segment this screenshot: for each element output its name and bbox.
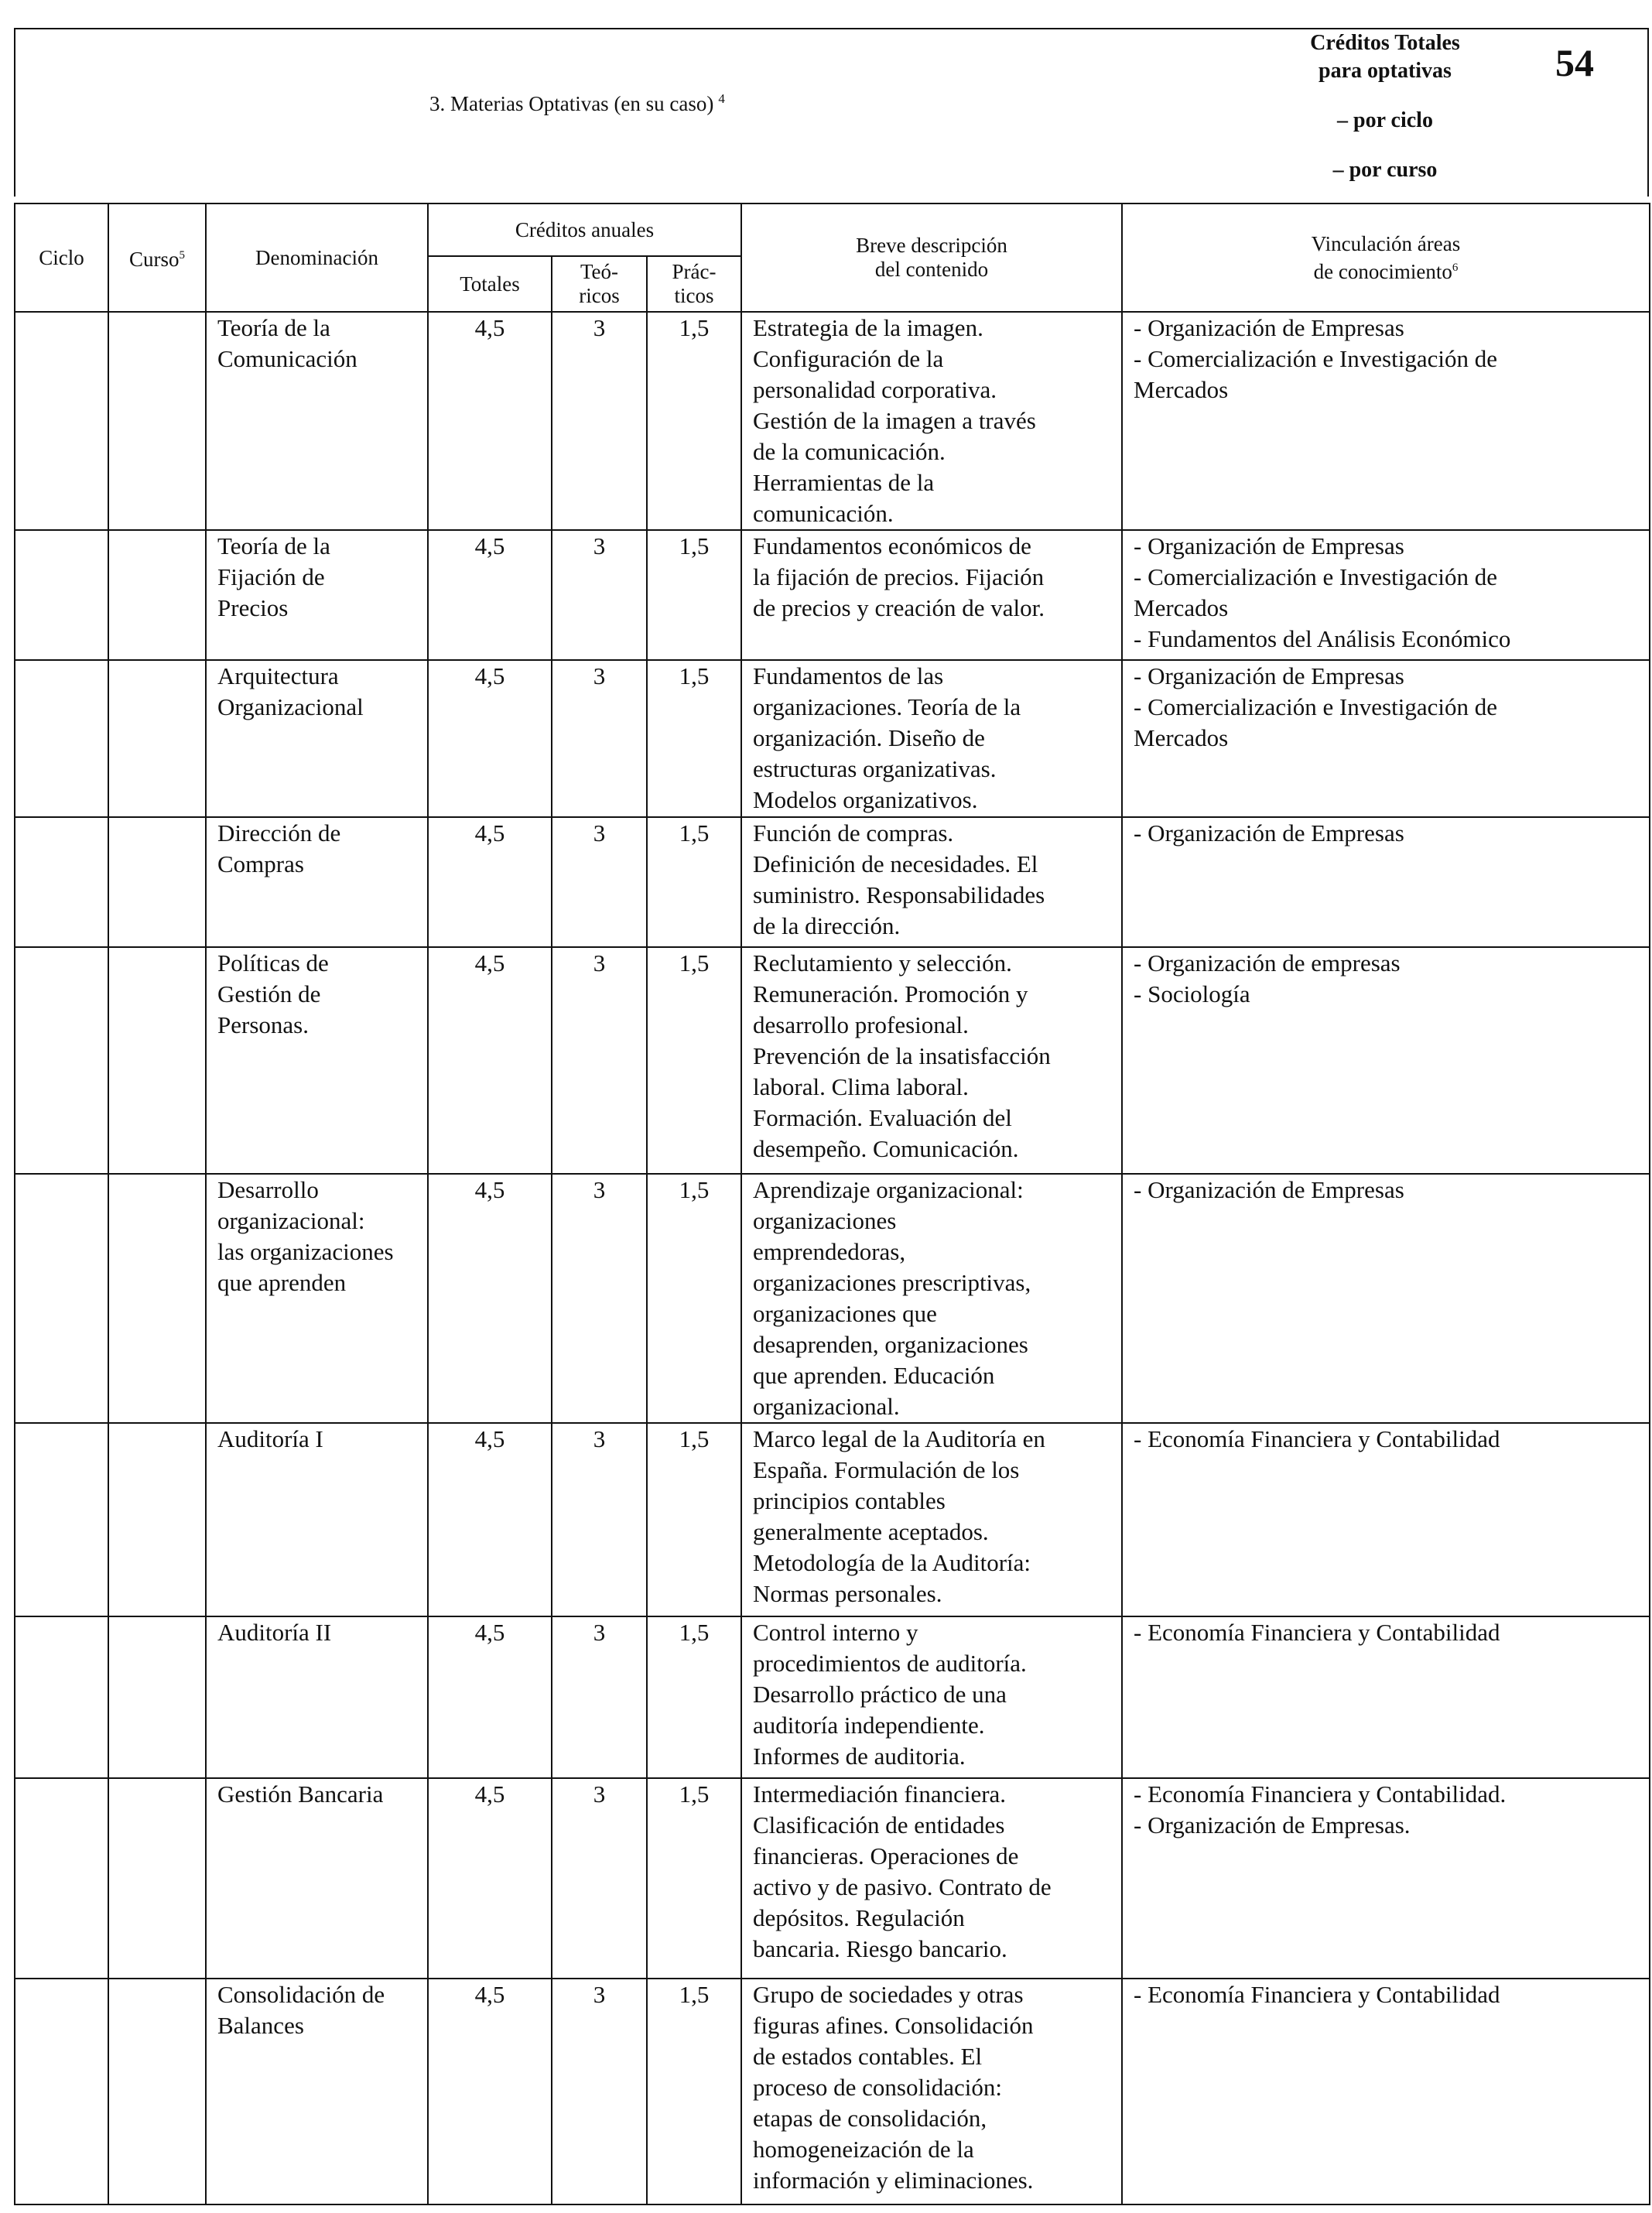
teoricos-cell: 3 — [552, 1778, 647, 1979]
description-line: proceso de consolidación: — [753, 2074, 1002, 2101]
subject-name-line: Fijación de — [217, 563, 325, 590]
table-body — [15, 312, 1650, 2204]
credits-title-line-2: para optativas — [1319, 59, 1452, 83]
practicos-cell: 1,5 — [647, 1616, 741, 1778]
page-heading — [429, 91, 725, 116]
curso-cell — [108, 1979, 206, 2204]
areas-cell — [1122, 1174, 1650, 1423]
subject-name-line: Consolidación de — [217, 1981, 385, 2008]
subject-name-cell — [206, 1979, 428, 2204]
totales-cell: 4,5 — [428, 530, 552, 660]
table-row — [15, 530, 1650, 660]
description-line: Estrategia de la imagen. — [753, 314, 983, 341]
totales-cell: 4,5 — [428, 1778, 552, 1979]
description-line: de precios y creación de valor. — [753, 594, 1045, 621]
description-line: bancaria. Riesgo bancario. — [753, 1935, 1007, 1962]
ciclo-cell — [15, 1778, 108, 1979]
teoricos-cell: 3 — [552, 1423, 647, 1616]
description-line: generalmente aceptados. — [753, 1518, 989, 1545]
description-line: auditoría independiente. — [753, 1712, 985, 1739]
subject-name-line: las organizaciones — [217, 1238, 394, 1265]
col-header-denominacion: Denominación — [206, 204, 428, 312]
description-line: la fijación de precios. Fijación — [753, 563, 1045, 590]
table-row — [15, 1616, 1650, 1778]
description-line: desempeño. Comunicación. — [753, 1135, 1019, 1162]
practicos-cell: 1,5 — [647, 1778, 741, 1979]
subject-name-line: Dirección de — [217, 819, 341, 847]
description-cell — [741, 1979, 1122, 2204]
col-header-teoricos-line-2: ricos — [579, 284, 620, 307]
description-line: personalidad corporativa. — [753, 376, 997, 403]
area-line: - Organización de Empresas — [1134, 819, 1404, 847]
ciclo-cell — [15, 660, 108, 817]
totales-cell: 4,5 — [428, 947, 552, 1174]
credits-per-ciclo: – por ciclo — [1337, 108, 1433, 132]
subject-name-cell — [206, 530, 428, 660]
subject-name-line: Balances — [217, 2012, 304, 2039]
curso-cell — [108, 947, 206, 1174]
description-cell — [741, 660, 1122, 817]
description-line: laboral. Clima laboral. — [753, 1073, 969, 1100]
credits-per-curso: – por curso — [1332, 158, 1438, 182]
description-cell — [741, 1423, 1122, 1616]
col-header-curso — [108, 204, 206, 312]
vinculacion-footnote-mark: 6 — [1452, 261, 1459, 274]
description-line: organizaciones prescriptivas, — [753, 1269, 1031, 1296]
credits-title — [1284, 29, 1486, 85]
curso-cell — [108, 817, 206, 947]
description-line: Informes de auditoria. — [753, 1743, 966, 1770]
area-line: Mercados — [1134, 376, 1229, 403]
totales-cell: 4,5 — [428, 1616, 552, 1778]
area-line: - Organización de empresas — [1134, 949, 1401, 977]
subject-name-line: organizacional: — [217, 1207, 365, 1234]
description-line: Fundamentos de las — [753, 662, 944, 689]
subject-name-cell — [206, 1616, 428, 1778]
subject-name-line: Gestión de — [217, 980, 321, 1007]
area-line: - Organización de Empresas — [1134, 532, 1404, 559]
description-line: figuras afines. Consolidación — [753, 2012, 1034, 2039]
areas-cell — [1122, 1616, 1650, 1778]
col-header-vinculacion — [1122, 204, 1650, 312]
teoricos-cell: 3 — [552, 312, 647, 530]
ciclo-cell — [15, 312, 108, 530]
description-cell — [741, 1174, 1122, 1423]
description-line: depósitos. Regulación — [753, 1904, 965, 1931]
practicos-cell: 1,5 — [647, 947, 741, 1174]
area-line: - Organización de Empresas — [1134, 662, 1404, 689]
areas-cell — [1122, 1423, 1650, 1616]
area-line: - Comercialización e Investigación de — [1134, 693, 1497, 720]
description-line: Función de compras. — [753, 819, 954, 847]
description-line: suministro. Responsabilidades — [753, 881, 1045, 908]
description-line: organizaciones. Teoría de la — [753, 693, 1021, 720]
curso-cell — [108, 312, 206, 530]
credits-title-line-1: Créditos Totales — [1310, 31, 1460, 55]
description-line: de la dirección. — [753, 912, 901, 939]
col-header-descripcion-line-2: del contenido — [874, 258, 989, 281]
areas-cell — [1122, 530, 1650, 660]
teoricos-cell: 3 — [552, 817, 647, 947]
col-header-descripcion — [741, 204, 1122, 312]
totales-cell: 4,5 — [428, 1423, 552, 1616]
description-line: Metodología de la Auditoría: — [753, 1549, 1031, 1576]
subject-name-line: que aprenden — [217, 1269, 347, 1296]
curso-cell — [108, 1174, 206, 1423]
description-line: de estados contables. El — [753, 2043, 983, 2070]
description-line: procedimientos de auditoría. — [753, 1650, 1027, 1677]
description-line: Intermediación financiera. — [753, 1780, 1007, 1808]
col-header-curso-text: Curso — [128, 248, 180, 271]
col-header-teoricos — [552, 256, 647, 312]
areas-cell — [1122, 817, 1650, 947]
table-row — [15, 660, 1650, 817]
description-line: principios contables — [753, 1487, 946, 1514]
table-row — [15, 1174, 1650, 1423]
subject-name-line: Precios — [217, 594, 289, 621]
totales-cell: 4,5 — [428, 660, 552, 817]
curso-cell — [108, 1616, 206, 1778]
area-line: - Sociología — [1134, 980, 1250, 1007]
description-line: activo y de pasivo. Contrato de — [753, 1873, 1052, 1900]
description-line: Marco legal de la Auditoría en — [753, 1425, 1045, 1452]
ciclo-cell — [15, 947, 108, 1174]
area-line: Mercados — [1134, 594, 1229, 621]
description-line: Reclutamiento y selección. — [753, 949, 1012, 977]
practicos-cell: 1,5 — [647, 530, 741, 660]
description-line: desaprenden, organizaciones — [753, 1331, 1028, 1358]
subject-name-cell — [206, 1423, 428, 1616]
description-line: desarrollo profesional. — [753, 1011, 969, 1038]
page-heading-text: 3. Materias Optativas (en su caso) — [429, 92, 714, 115]
description-line: estructuras organizativas. — [753, 755, 997, 782]
curso-cell — [108, 1423, 206, 1616]
description-line: Configuración de la — [753, 345, 944, 372]
subject-name-line: Auditoría II — [217, 1619, 332, 1646]
description-line: Modelos organizativos. — [753, 786, 978, 813]
curso-cell — [108, 1778, 206, 1979]
areas-cell — [1122, 947, 1650, 1174]
optional-subjects-table — [14, 203, 1650, 2205]
area-line: - Organización de Empresas. — [1134, 1811, 1411, 1838]
description-line: comunicación. — [753, 500, 894, 527]
description-cell — [741, 947, 1122, 1174]
subject-name-line: Políticas de — [217, 949, 329, 977]
description-line: España. Formulación de los — [753, 1456, 1020, 1483]
area-line: - Organización de Empresas — [1134, 1176, 1404, 1203]
description-line: Prevención de la insatisfacción — [753, 1042, 1051, 1069]
areas-cell — [1122, 1979, 1650, 2204]
subject-name-line: Comunicación — [217, 345, 357, 372]
col-header-ciclo: Ciclo — [15, 204, 108, 312]
subject-name-line: Desarrollo — [217, 1176, 319, 1203]
description-cell — [741, 817, 1122, 947]
col-header-practicos — [647, 256, 741, 312]
area-line: - Fundamentos del Análisis Económico — [1134, 625, 1511, 652]
subject-name-line: Auditoría I — [217, 1425, 323, 1452]
description-line: Normas personales. — [753, 1580, 942, 1607]
description-line: Fundamentos económicos de — [753, 532, 1031, 559]
description-line: Herramientas de la — [753, 469, 935, 496]
table-row — [15, 1423, 1650, 1616]
subject-name-line: Teoría de la — [217, 532, 330, 559]
totales-cell: 4,5 — [428, 817, 552, 947]
practicos-cell: 1,5 — [647, 1979, 741, 2204]
description-line: Formación. Evaluación del — [753, 1104, 1012, 1131]
teoricos-cell: 3 — [552, 1174, 647, 1423]
teoricos-cell: 3 — [552, 660, 647, 817]
description-line: organizaciones que — [753, 1300, 937, 1327]
description-line: organización. Diseño de — [753, 724, 985, 751]
ciclo-cell — [15, 530, 108, 660]
subject-name-line: Personas. — [217, 1011, 309, 1038]
description-line: organizacional. — [753, 1393, 900, 1420]
subject-name-cell — [206, 1174, 428, 1423]
subject-name-line: Compras — [217, 850, 304, 877]
description-line: Aprendizaje organizacional: — [753, 1176, 1024, 1203]
description-cell — [741, 312, 1122, 530]
subject-name-cell — [206, 660, 428, 817]
area-line: - Comercialización e Investigación de — [1134, 563, 1497, 590]
col-header-vinculacion-text: de conocimiento — [1313, 259, 1452, 283]
practicos-cell: 1,5 — [647, 1174, 741, 1423]
col-header-creditos: Créditos anuales — [428, 204, 741, 256]
description-line: información y eliminaciones. — [753, 2167, 1034, 2194]
col-header-descripcion-line-1: Breve descripción — [856, 234, 1007, 257]
area-line: - Economía Financiera y Contabilidad. — [1134, 1780, 1507, 1808]
subject-name-line: Gestión Bancaria — [217, 1780, 384, 1808]
teoricos-cell: 3 — [552, 947, 647, 1174]
description-line: Desarrollo práctico de una — [753, 1681, 1007, 1708]
area-line: - Economía Financiera y Contabilidad — [1134, 1619, 1500, 1646]
description-line: de la comunicación. — [753, 438, 946, 465]
ciclo-cell — [15, 1423, 108, 1616]
subject-name-cell — [206, 1778, 428, 1979]
description-line: organizaciones — [753, 1207, 897, 1234]
area-line: - Organización de Empresas — [1134, 314, 1404, 341]
description-line: Grupo de sociedades y otras — [753, 1981, 1024, 2008]
totales-cell: 4,5 — [428, 1979, 552, 2204]
area-line: - Comercialización e Investigación de — [1134, 345, 1497, 372]
areas-cell — [1122, 312, 1650, 530]
description-line: Remuneración. Promoción y — [753, 980, 1028, 1007]
col-header-teoricos-line-1: Teó- — [580, 260, 619, 283]
table-row — [15, 947, 1650, 1174]
teoricos-cell: 3 — [552, 530, 647, 660]
totales-cell: 4,5 — [428, 312, 552, 530]
table-row — [15, 312, 1650, 530]
description-line: etapas de consolidación, — [753, 2105, 987, 2132]
ciclo-cell — [15, 1174, 108, 1423]
practicos-cell: 1,5 — [647, 817, 741, 947]
totales-cell: 4,5 — [428, 1174, 552, 1423]
curso-footnote-mark: 5 — [179, 249, 185, 262]
curso-cell — [108, 530, 206, 660]
description-line: Control interno y — [753, 1619, 918, 1646]
col-header-totales: Totales — [428, 256, 552, 312]
credits-total: 54 — [1555, 41, 1594, 84]
teoricos-cell: 3 — [552, 1979, 647, 2204]
col-header-practicos-line-2: ticos — [674, 284, 714, 307]
description-line: financieras. Operaciones de — [753, 1842, 1019, 1869]
teoricos-cell: 3 — [552, 1616, 647, 1778]
curso-cell — [108, 660, 206, 817]
col-header-vinculacion-line-1: Vinculación áreas — [1311, 231, 1461, 255]
description-line: Definición de necesidades. El — [753, 850, 1038, 877]
subject-name-line: Teoría de la — [217, 314, 330, 341]
areas-cell — [1122, 660, 1650, 817]
col-header-practicos-line-1: Prác- — [672, 260, 717, 283]
subject-name-line: Arquitectura — [217, 662, 339, 689]
table-row — [15, 1979, 1650, 2204]
area-line: - Economía Financiera y Contabilidad — [1134, 1425, 1500, 1452]
practicos-cell: 1,5 — [647, 312, 741, 530]
subject-name-line: Organizacional — [217, 693, 364, 720]
description-line: emprendedoras, — [753, 1238, 906, 1265]
subject-name-cell — [206, 312, 428, 530]
practicos-cell: 1,5 — [647, 1423, 741, 1616]
ciclo-cell — [15, 817, 108, 947]
heading-footnote-mark: 4 — [718, 91, 725, 106]
description-line: que aprenden. Educación — [753, 1362, 995, 1389]
col-header-vinculacion-line-2 — [1123, 256, 1649, 284]
description-cell — [741, 1616, 1122, 1778]
subject-name-cell — [206, 947, 428, 1174]
table-row — [15, 1778, 1650, 1979]
ciclo-cell — [15, 1979, 108, 2204]
area-line: Mercados — [1134, 724, 1229, 751]
practicos-cell: 1,5 — [647, 660, 741, 817]
table-row — [15, 817, 1650, 947]
description-line: Gestión de la imagen a través — [753, 407, 1036, 434]
areas-cell — [1122, 1778, 1650, 1979]
description-cell — [741, 530, 1122, 660]
ciclo-cell — [15, 1616, 108, 1778]
description-line: Clasificación de entidades — [753, 1811, 1005, 1838]
subject-name-cell — [206, 817, 428, 947]
description-line: homogeneización de la — [753, 2136, 974, 2163]
area-line: - Economía Financiera y Contabilidad — [1134, 1981, 1500, 2008]
description-cell — [741, 1778, 1122, 1979]
